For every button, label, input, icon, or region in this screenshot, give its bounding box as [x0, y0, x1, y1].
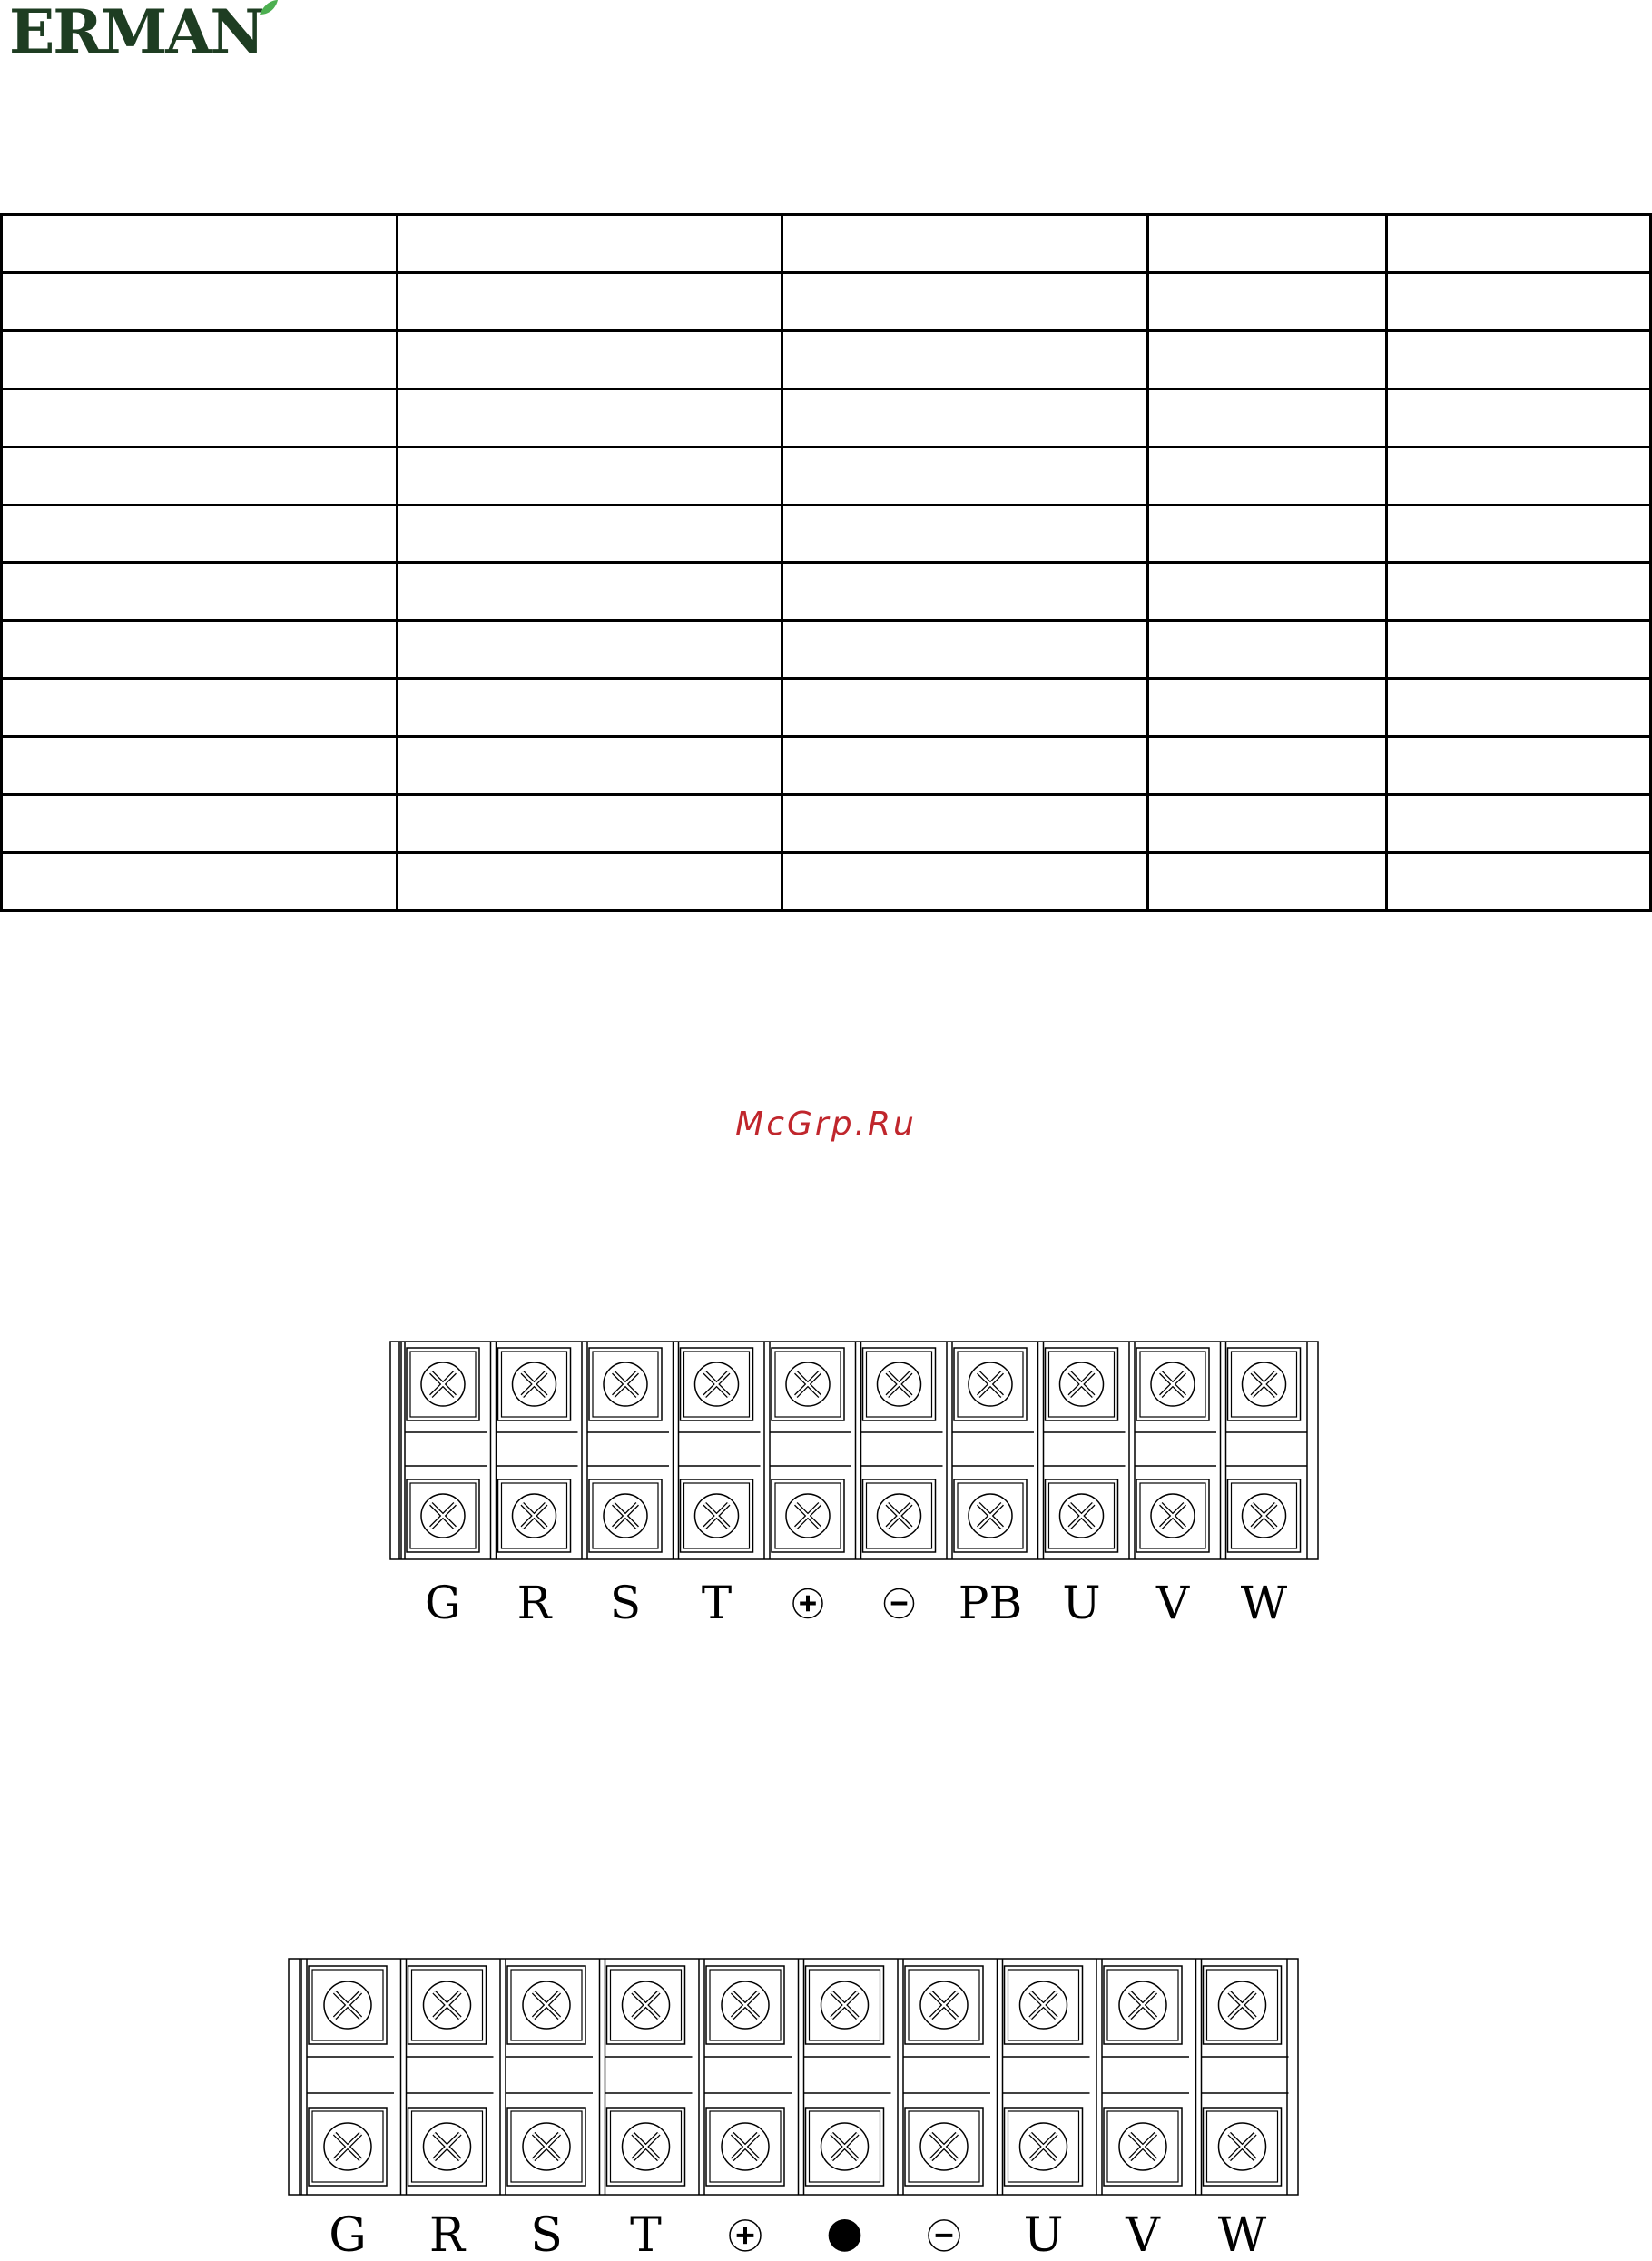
table-cell [1387, 215, 1651, 273]
table-row [2, 679, 1651, 737]
terminal-label: T [701, 1577, 733, 1629]
table-cell [782, 679, 1147, 737]
terminal-9 [1096, 1959, 1189, 2257]
terminal-3 [500, 1959, 593, 2257]
table-cell [1147, 272, 1387, 330]
table-cell [398, 852, 782, 910]
table-cell [1387, 795, 1651, 853]
table-cell [1147, 505, 1387, 563]
terminal-10 [1196, 1959, 1289, 2257]
table-cell [1387, 447, 1651, 505]
table-cell [398, 563, 782, 621]
table-cell [1147, 215, 1387, 273]
table-cell [782, 505, 1147, 563]
brand-logo [9, 0, 281, 64]
terminal-label: S [609, 1577, 642, 1629]
table-cell [782, 447, 1147, 505]
terminal-5 [699, 1959, 792, 2252]
table-cell [2, 388, 398, 447]
table-cell [1147, 621, 1387, 679]
table-cell [782, 330, 1147, 388]
terminal-1 [301, 1959, 394, 2257]
table-cell [1147, 330, 1387, 388]
table-cell [2, 447, 398, 505]
table-cell [398, 388, 782, 447]
terminal-block-1-diagram [381, 1334, 1325, 1634]
table-cell [2, 737, 398, 795]
terminal-2 [491, 1342, 578, 1629]
table-cell [2, 505, 398, 563]
table-cell [1147, 388, 1387, 447]
table-cell [2, 563, 398, 621]
table-cell [2, 272, 398, 330]
table-cell [398, 737, 782, 795]
table-cell [2, 679, 398, 737]
table-cell [782, 795, 1147, 853]
table-cell [1147, 795, 1387, 853]
table-cell [398, 330, 782, 388]
table-cell [1147, 447, 1387, 505]
table-row [2, 447, 1651, 505]
terminal-2 [401, 1959, 494, 2257]
terminal-3 [582, 1342, 669, 1629]
terminal-9 [1129, 1342, 1216, 1629]
terminal-label: T [630, 2208, 662, 2257]
terminal-1 [399, 1342, 487, 1629]
brand-logo-mark [9, 0, 281, 64]
watermark-text: McGrp.Ru [735, 1106, 917, 1143]
terminal-label: W [1217, 2208, 1267, 2257]
table-cell [2, 215, 398, 273]
table-cell [1147, 852, 1387, 910]
table-cell [398, 447, 782, 505]
table-row [2, 215, 1651, 273]
table-cell [2, 621, 398, 679]
table-cell [1147, 737, 1387, 795]
terminal-8 [998, 1959, 1090, 2257]
terminal-label: S [530, 2208, 563, 2257]
terminal-label: U [1023, 2208, 1064, 2257]
table-cell [398, 215, 782, 273]
table-cell [1387, 852, 1651, 910]
table-cell [398, 505, 782, 563]
terminal-5 [764, 1342, 851, 1619]
terminal-block-1 [381, 1334, 1325, 1634]
terminal-housing [390, 1342, 1318, 1559]
table-cell [2, 852, 398, 910]
table-row [2, 737, 1651, 795]
table-cell [1387, 388, 1651, 447]
terminal-7 [898, 1959, 990, 2252]
table-cell [1147, 563, 1387, 621]
table-cell [1387, 563, 1651, 621]
table-cell [1387, 679, 1651, 737]
terminal-label: R [428, 2208, 466, 2257]
terminal-label: W [1240, 1577, 1288, 1629]
table-cell [1147, 679, 1387, 737]
terminal-label: PB [958, 1577, 1023, 1629]
terminal-label: V [1155, 1577, 1190, 1629]
table-cell [782, 737, 1147, 795]
table-cell [398, 621, 782, 679]
table-cell [782, 621, 1147, 679]
spec-table [0, 213, 1652, 912]
table-cell [2, 330, 398, 388]
terminal-housing [289, 1959, 1298, 2195]
terminal-block-2-diagram [281, 1951, 1307, 2257]
table-cell [398, 795, 782, 853]
table-cell [2, 795, 398, 853]
terminal-6 [799, 1959, 891, 2252]
table-row [2, 563, 1651, 621]
table-cell [782, 388, 1147, 447]
table-row [2, 505, 1651, 563]
terminal-label: G [425, 1577, 461, 1629]
table-row [2, 330, 1651, 388]
table-cell [1387, 330, 1651, 388]
table-cell [782, 563, 1147, 621]
table-cell [398, 679, 782, 737]
terminal-label: V [1126, 2208, 1160, 2257]
table-row [2, 388, 1651, 447]
table-cell [398, 272, 782, 330]
terminal-label: U [1062, 1577, 1101, 1629]
table-cell [1387, 272, 1651, 330]
terminal-label: G [329, 2208, 367, 2257]
table-cell [1387, 621, 1651, 679]
table-cell [782, 215, 1147, 273]
table-row [2, 272, 1651, 330]
table-cell [782, 852, 1147, 910]
terminal-6 [856, 1342, 943, 1619]
terminal-block-2 [281, 1951, 1307, 2257]
table-row [2, 852, 1651, 910]
terminal-7 [947, 1342, 1034, 1629]
table-row [2, 795, 1651, 853]
table-row [2, 621, 1651, 679]
terminal-4 [674, 1342, 761, 1629]
logo-text: ERMAN [9, 0, 263, 64]
table-cell [1387, 737, 1651, 795]
table-cell [782, 272, 1147, 330]
terminal-8 [1038, 1342, 1126, 1629]
terminal-10 [1221, 1342, 1308, 1629]
terminal-4 [600, 1959, 693, 2257]
terminal-label: R [516, 1577, 552, 1629]
dot-icon [829, 2219, 861, 2252]
table-cell [1387, 505, 1651, 563]
